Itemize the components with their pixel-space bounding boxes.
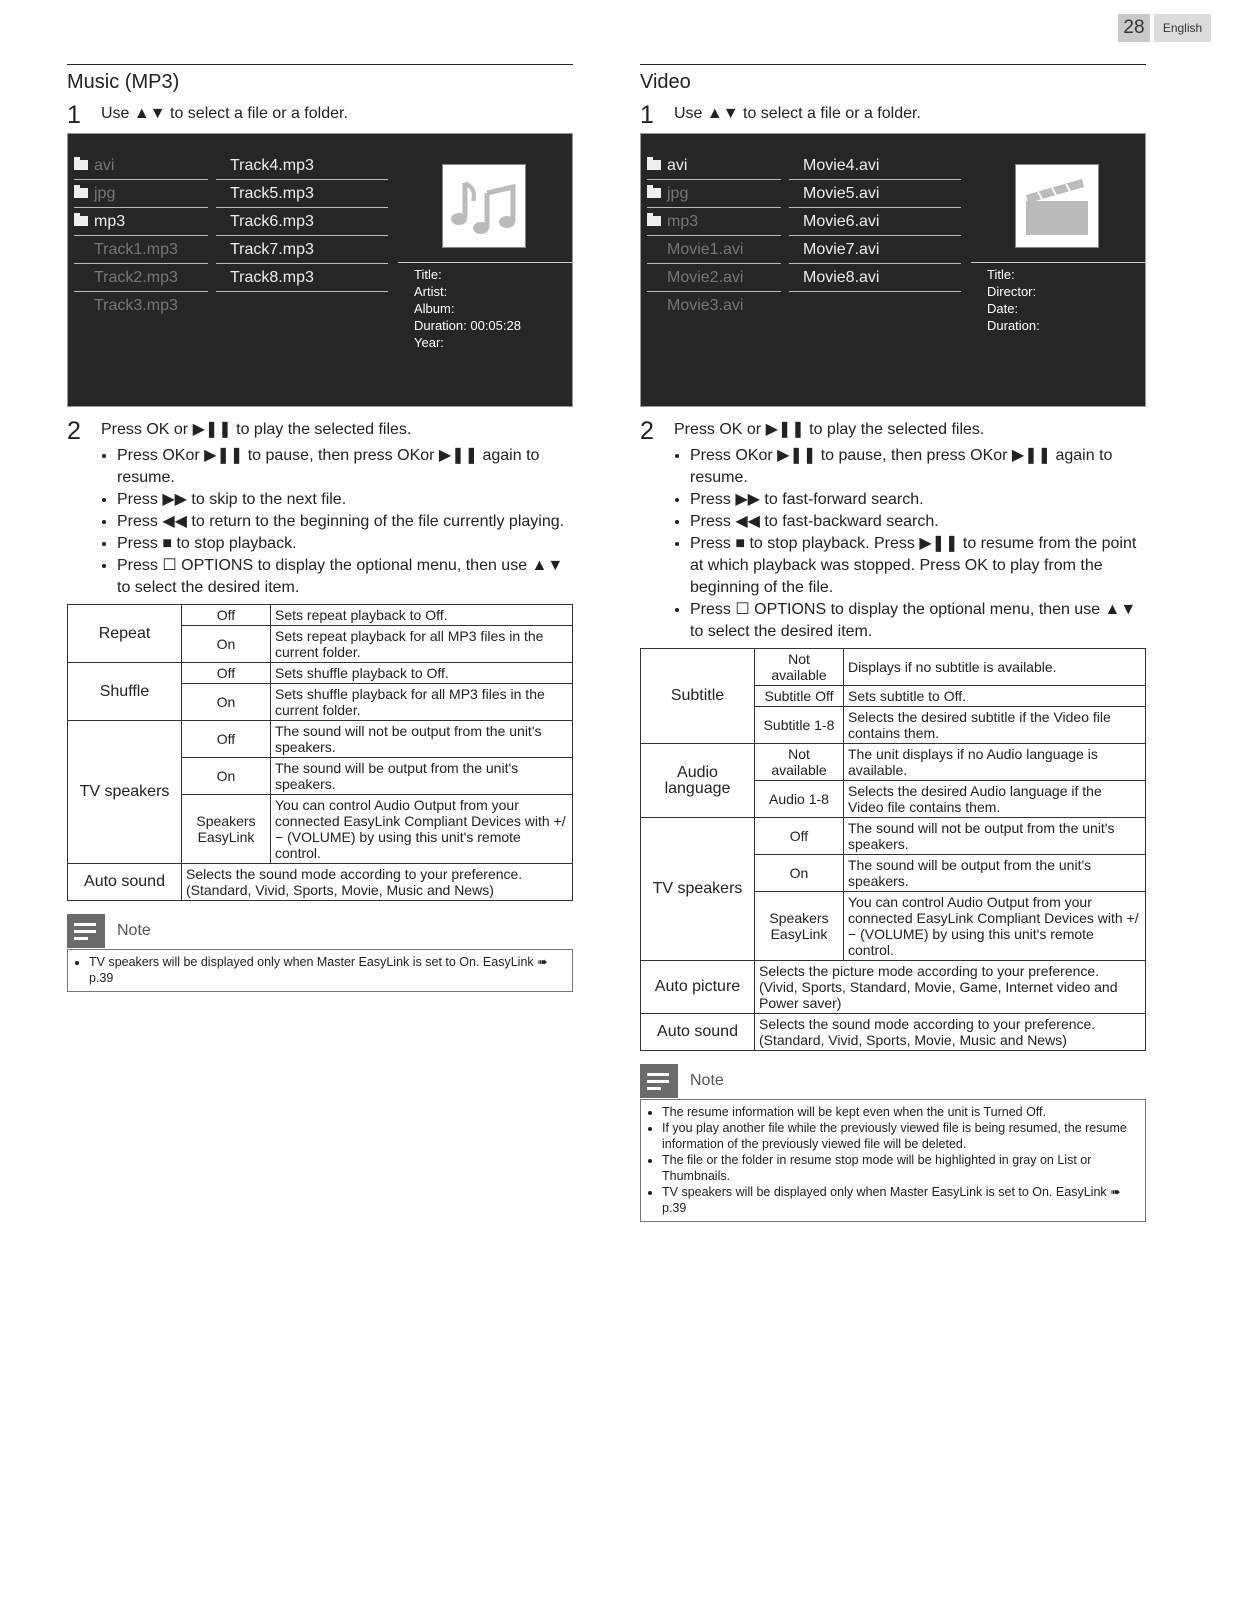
- file-list-item[interactable]: [789, 152, 961, 180]
- subtitle-label: Subtitle: [641, 649, 755, 744]
- file-list-item[interactable]: [789, 208, 961, 236]
- bullet-item: • Press ▶▶ to fast-forward search.: [690, 489, 1146, 511]
- bullet-item: • Press ■ to stop playback.: [117, 533, 573, 555]
- music-note-header: Note: [67, 913, 573, 949]
- note-item: • The resume information will be kept even when the unit is Turned Off.: [662, 1104, 1139, 1120]
- music-section: [67, 64, 573, 992]
- video-note-header: Note: [640, 1063, 1146, 1099]
- note-item: • TV speakers will be displayed only when Master EasyLink is set to On. EasyLink ➠ p.39: [89, 954, 566, 986]
- info-line: Title:: [987, 267, 1015, 282]
- file-list-item[interactable]: [74, 292, 208, 319]
- bullet-item: • Press ☐ OPTIONS to display the optional menu, then use ▲▼ to select the desired item.: [690, 599, 1146, 643]
- file-name: jpg: [667, 185, 689, 202]
- bullet-item: • Press ☐ OPTIONS to display the optional menu, then use ▲▼ to select the desired item.: [117, 555, 573, 599]
- file-list-item[interactable]: [216, 180, 388, 208]
- music-file-list: [74, 152, 208, 319]
- info-divider: [971, 262, 1147, 263]
- note-icon: [640, 1064, 678, 1098]
- bullet-item: • Press ■ to stop playback. Press ▶❚❚ to resume from the point at which playback was stopped. Press OK to play from the beginning of the file.: [690, 533, 1146, 599]
- music-step-1: 1 Use ▲▼ to select a file or a folder.: [67, 101, 348, 129]
- music-file-list-2: [216, 152, 388, 292]
- file-list-item[interactable]: [74, 180, 208, 208]
- video-file-list-2: [789, 152, 961, 292]
- info-line: Artist:: [414, 284, 448, 299]
- video-step-2: 2 Press OK or ▶❚❚ to play the selected files.: [640, 417, 985, 445]
- folder-icon: [647, 216, 661, 226]
- bullet-item: • Press OKor ▶❚❚ to pause, then press OKor ▶❚❚ again to resume.: [117, 445, 573, 489]
- file-list-item[interactable]: [74, 236, 208, 264]
- file-list-item[interactable]: [647, 208, 781, 236]
- file-name: Movie6.avi: [803, 213, 880, 230]
- video-file-list: [647, 152, 781, 319]
- file-list-item[interactable]: [647, 292, 781, 319]
- music-note-icon: [442, 164, 526, 248]
- file-name: Track3.mp3: [94, 297, 178, 314]
- music-bullet-list: [67, 445, 573, 599]
- tv-speakers-label: TV speakers: [68, 721, 182, 864]
- file-name: Movie7.avi: [803, 241, 880, 258]
- auto-sound-label: Auto sound: [641, 1014, 755, 1051]
- note-icon: [67, 914, 105, 948]
- shuffle-label: Shuffle: [68, 663, 182, 721]
- file-list-item[interactable]: [216, 208, 388, 236]
- music-file-info: [414, 266, 521, 351]
- tv-speakers-label: TV speakers: [641, 818, 755, 961]
- bullet-item: • Press ◀◀ to fast-backward search.: [690, 511, 1146, 533]
- music-options-table: Repeat Off Sets repeat playback to Off. On Sets repeat playback for all MP3 files in the current folder. Shuffle Off Sets shuffle playback to Off. On Sets shuffle playback for all MP3 files in the current folder. TV speakers Off The sound will not be output from the unit's speakers. On The sound will be output from the unit's speakers. Speakers EasyLink You can control Audio Output from your connected EasyLink Compliant Devices with +/− (VOLUME) by using this unit's remote control. Auto sound Selects the sound mode according to your preference. (Standard, Vivid, Sports, Movie, Music and News): [67, 604, 573, 901]
- info-line: Year:: [414, 335, 444, 350]
- folder-icon: [647, 188, 661, 198]
- repeat-label: Repeat: [68, 605, 182, 663]
- folder-icon: [74, 216, 88, 226]
- file-list-item[interactable]: [647, 180, 781, 208]
- file-name: Movie1.avi: [667, 241, 744, 258]
- file-list-item[interactable]: [216, 152, 388, 180]
- info-line: Director:: [987, 284, 1037, 299]
- file-name: mp3: [94, 213, 126, 230]
- note-item: • TV speakers will be displayed only when Master EasyLink is set to On. EasyLink ➠ p.39: [662, 1184, 1139, 1216]
- file-name: Movie2.avi: [667, 269, 744, 286]
- file-list-item[interactable]: [647, 152, 781, 180]
- file-name: Movie8.avi: [803, 269, 880, 286]
- video-browser-screen: [640, 133, 1146, 407]
- audio-language-label: Audio language: [641, 744, 755, 818]
- folder-icon: [647, 160, 661, 170]
- video-step-1: 1 Use ▲▼ to select a file or a folder.: [640, 101, 921, 129]
- video-bullet-list: [640, 445, 1146, 643]
- video-options-table: Subtitle Not available Displays if no subtitle is available. Subtitle Off Sets subtitle to Off. Subtitle 1-8 Selects the desired subtitle if the Video file contains them. Audio language Not available The unit displays if no Audio language is available. Audio 1-8 Selects the desired Audio language if the Video file contains them. TV speakers Off The sound will not be output from the unit's speakers. On The sound will be output from the unit's speakers. Speakers EasyLink You can control Audio Output from your connected EasyLink Compliant Devices with +/− (VOLUME) by using this unit's remote control. Auto picture Selects the picture mode according to your preference. (Vivid, Sports, Standard, Movie, Game, Internet video and Power saver) Auto sound Selects the sound mode according to your preference. (Standard, Vivid, Sports, Movie, Music and News): [640, 648, 1146, 1051]
- file-name: Track1.mp3: [94, 241, 178, 258]
- note-item: • The file or the folder in resume stop mode will be highlighted in gray on List or Thumbnails.: [662, 1152, 1139, 1184]
- file-name: Track8.mp3: [230, 269, 314, 286]
- info-line: Title:: [414, 267, 442, 282]
- clapperboard-icon: [1015, 164, 1099, 248]
- file-name: Movie5.avi: [803, 185, 880, 202]
- file-name: mp3: [667, 213, 699, 230]
- bullet-item: • Press ▶▶ to skip to the next file.: [117, 489, 573, 511]
- file-list-item[interactable]: [789, 180, 961, 208]
- file-list-item[interactable]: [74, 152, 208, 180]
- file-list-item[interactable]: [789, 236, 961, 264]
- info-divider: [398, 262, 574, 263]
- folder-icon: [74, 188, 88, 198]
- file-name: Track7.mp3: [230, 241, 314, 258]
- file-list-item[interactable]: [74, 264, 208, 292]
- music-title: Music (MP3): [67, 64, 573, 97]
- music-browser-screen: [67, 133, 573, 407]
- file-name: Track6.mp3: [230, 213, 314, 230]
- info-line: Duration:: [987, 318, 1040, 333]
- file-name: Movie3.avi: [667, 297, 744, 314]
- video-file-info: [987, 266, 1040, 334]
- file-list-item[interactable]: [789, 264, 961, 292]
- file-name: Track2.mp3: [94, 269, 178, 286]
- video-title: Video: [640, 64, 1146, 97]
- bullet-item: • Press OKor ▶❚❚ to pause, then press OKor ▶❚❚ again to resume.: [690, 445, 1146, 489]
- auto-sound-label: Auto sound: [68, 864, 182, 901]
- file-name: Track5.mp3: [230, 185, 314, 202]
- file-name: avi: [94, 157, 115, 174]
- file-name: avi: [667, 157, 688, 174]
- file-name: jpg: [94, 185, 116, 202]
- note-item: • If you play another file while the previously viewed file is being resumed, the resume information of the previously viewed file will be deleted.: [662, 1120, 1139, 1152]
- video-section: [640, 64, 1146, 1222]
- file-list-item[interactable]: [647, 264, 781, 292]
- bullet-item: • Press ◀◀ to return to the beginning of the file currently playing.: [117, 511, 573, 533]
- music-step-2: 2 Press OK or ▶❚❚ to play the selected files.: [67, 417, 412, 445]
- language-tab: English: [1154, 14, 1211, 42]
- file-name: Movie4.avi: [803, 157, 880, 174]
- file-list-item[interactable]: [216, 236, 388, 264]
- page-number: 28: [1118, 14, 1150, 42]
- file-list-item[interactable]: [647, 236, 781, 264]
- file-list-item[interactable]: [74, 208, 208, 236]
- folder-icon: [74, 160, 88, 170]
- info-line: Duration: 00:05:28: [414, 318, 521, 333]
- video-note-box: [640, 1099, 1146, 1222]
- file-name: Track4.mp3: [230, 157, 314, 174]
- file-list-item[interactable]: [216, 264, 388, 292]
- info-line: Date:: [987, 301, 1019, 316]
- music-note-box: [67, 949, 573, 992]
- info-line: Album:: [414, 301, 455, 316]
- auto-picture-label: Auto picture: [641, 961, 755, 1014]
